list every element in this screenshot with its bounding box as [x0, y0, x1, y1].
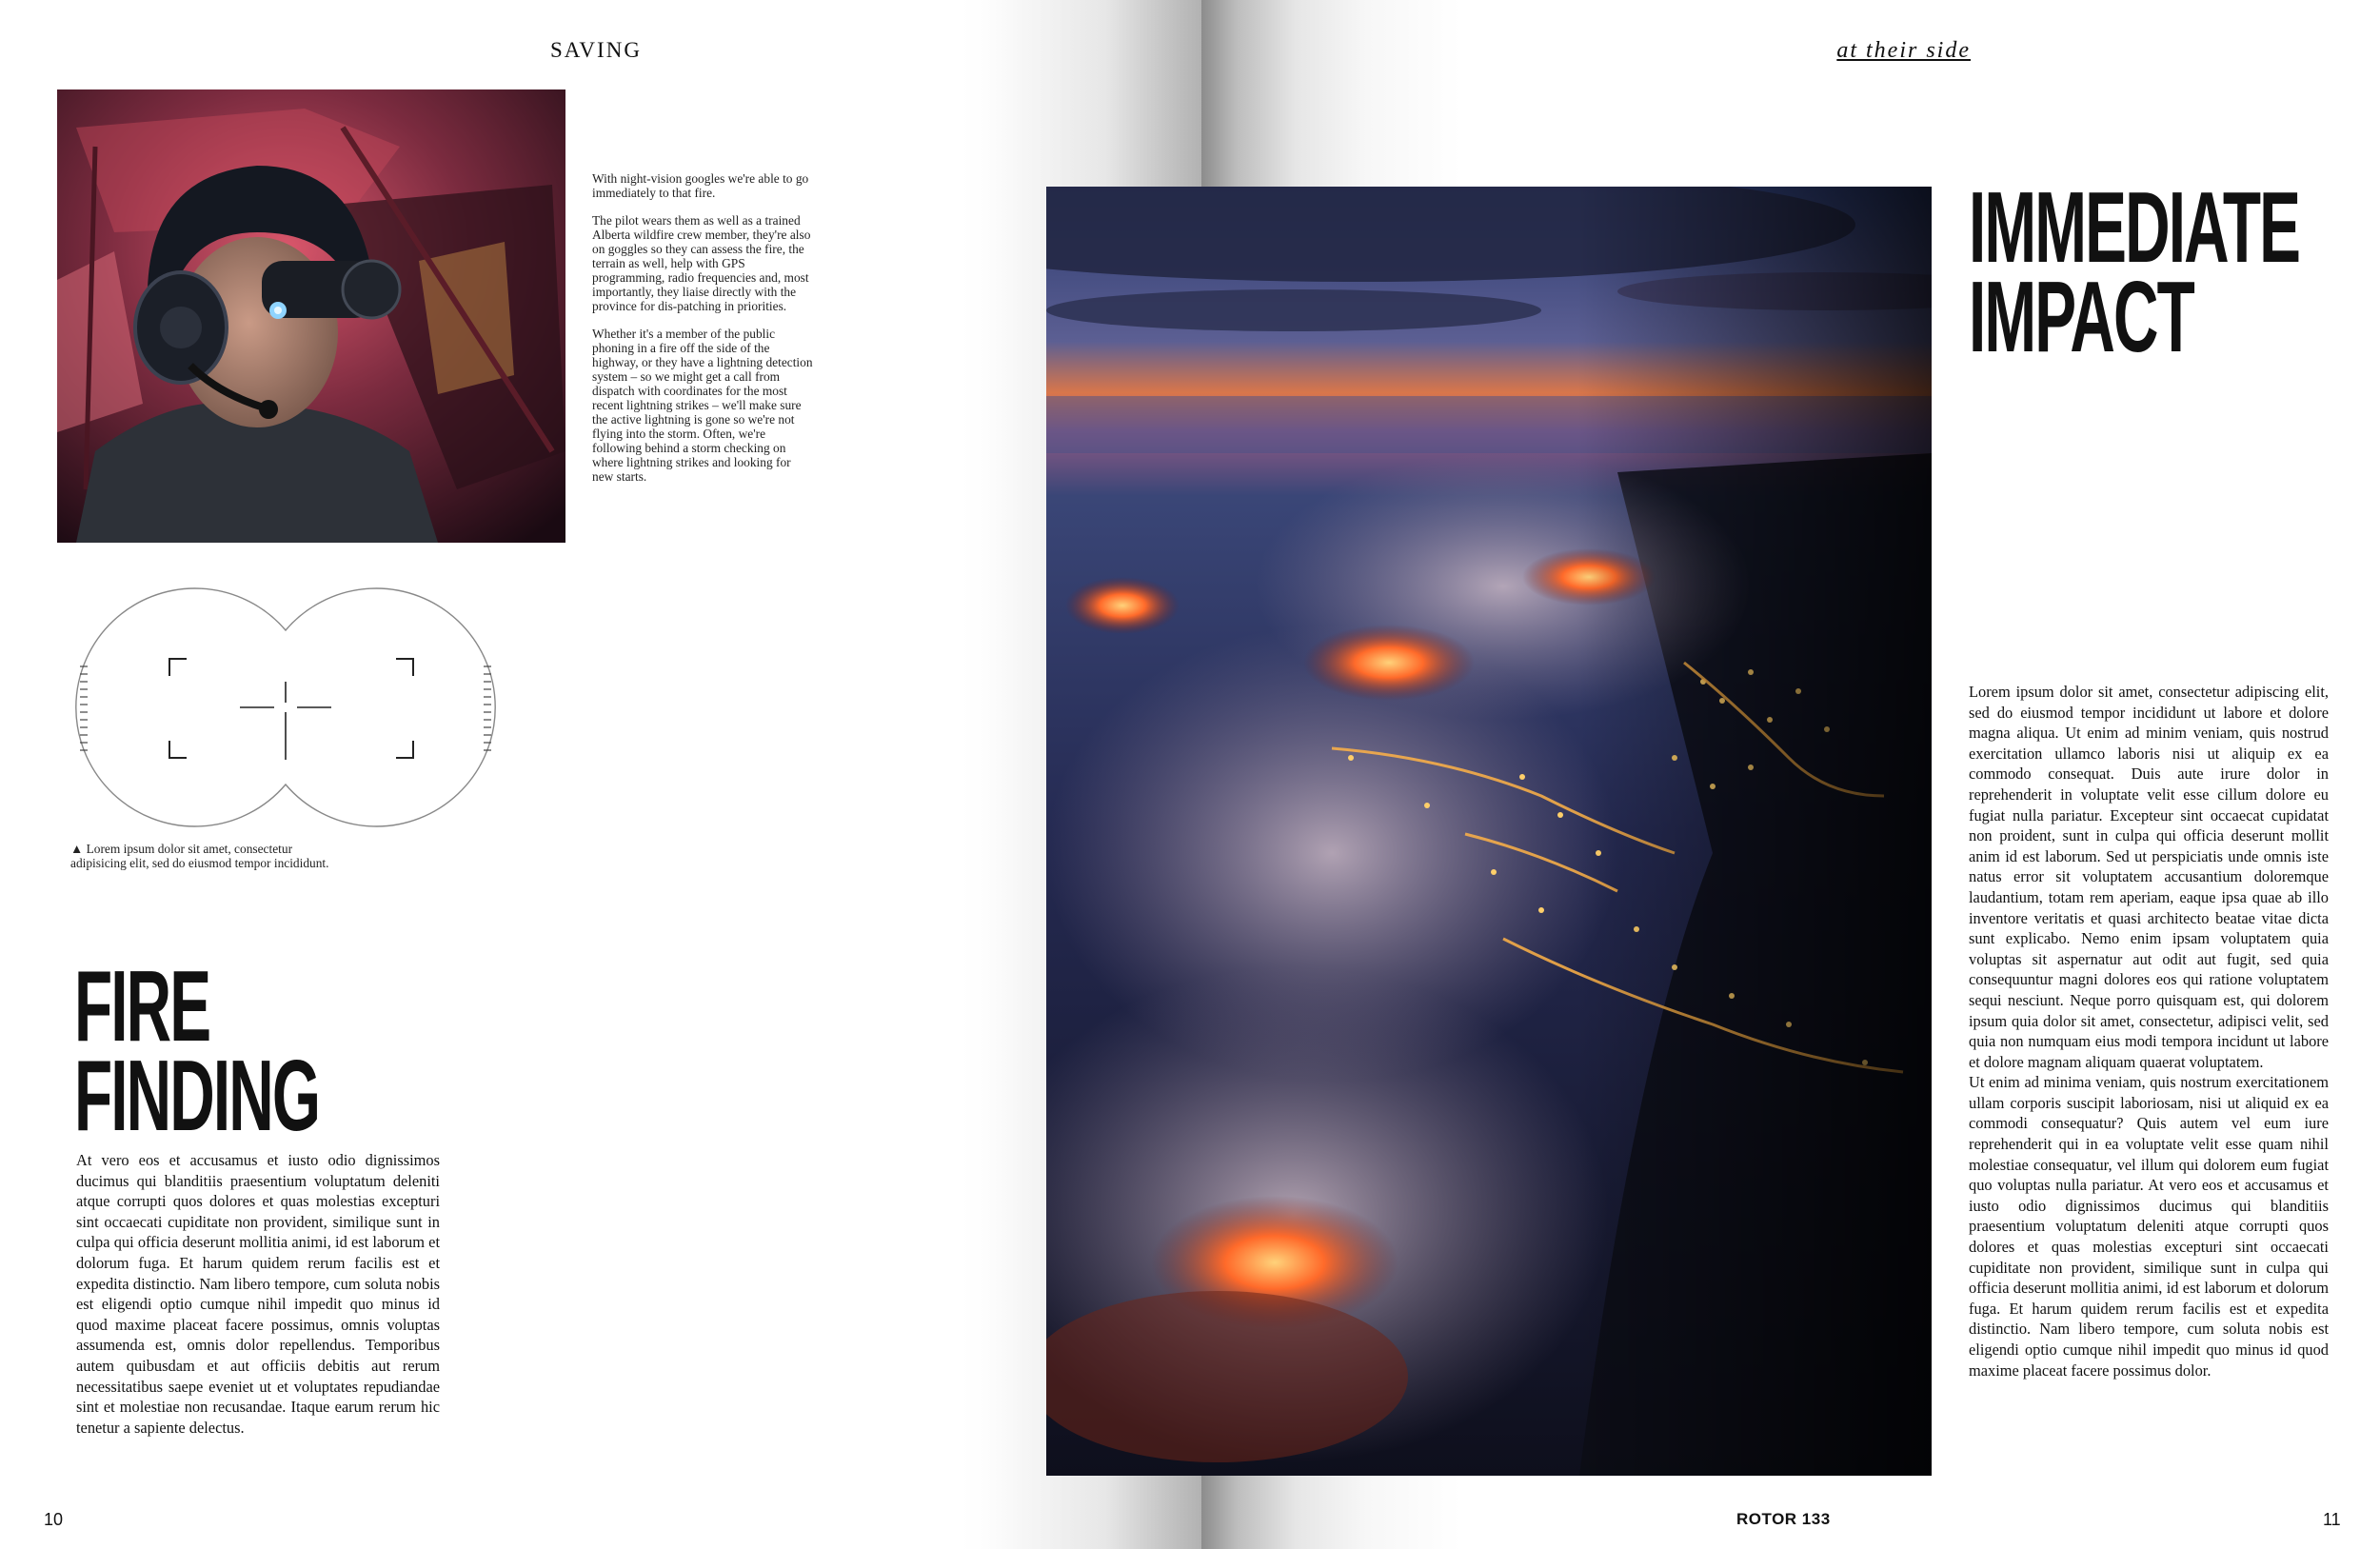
section-header-left: SAVING: [550, 38, 642, 62]
binocular-viewfinder-graphic: [57, 583, 514, 832]
intro-paragraph: The pilot wears them as well as a trained Alberta wildfire crew member, they're also on goggles so they can assess the fire, the terrain as well, help with GPS programming, radio frequencies and, most importantly, they liaise directly with the province for dis-patching in priorities.: [592, 213, 811, 313]
magazine-brand: ROTOR 133: [1736, 1510, 1831, 1528]
section-header-right: at their side: [1836, 38, 1971, 63]
body-paragraph: Lorem ipsum dolor sit amet, consectetur adipiscing elit, sed do eiusmod tempor incididunt ut labore et dolore magna aliqua. Ut enim ad minim veniam, quis nostrud exercitation ullamco laboris nisi ut aliquip ex ea commodo consequat. Duis aute irure dolor in reprehenderit in voluptate velit esse cillum dolore eu fugiat nulla pariatur. Excepteur sint occaecat cupidatat non proident, sunt in culpa qui officia deserunt mollit anim id est laborum. Sed ut perspiciatis unde omnis iste natus error sit voluptatem accusantium doloremque laudantium, totam rem aperiam, eaque ipsa quae ab illo inventore veritatis et quasi architecto beatae vitae dicta sunt explicabo. Nemo enim ipsam voluptatem quia voluptas sit aspernatur aut odit aut fugit, sed quia consequuntur magni dolores eos qui ratione voluptatem sequi nesciunt. Neque porro quisquam est, qui dolorem ipsum quia dolor sit amet, consectetur, adipisci velit, sed quia non numquam eius modi tempora incidunt ut labore et dolore magnam aliquam quaerat voluptatem.: [1969, 683, 2329, 1071]
headline-line: FIRE: [74, 950, 210, 1062]
headline-line: IMMEDIATE: [1969, 171, 2300, 284]
page-number-left: 10: [44, 1510, 64, 1529]
page-number-right: 11: [2323, 1510, 2341, 1529]
viewfinder-caption: ▲ Lorem ipsum dolor sit amet, consectetur adipisicing elit, sed do eiusmod tempor incididunt.: [70, 842, 329, 870]
intro-paragraph: Whether it's a member of the public phoning in a fire off the side of the highway, or they have a lightning detection system – so we might get a call from dispatch with coordinates for the most recent lightning strikes – we'll make sure the active lightning is gone so we're not flying into the storm. Often, we're following behind a storm checking on where lightning strikes and looking for new starts.: [592, 327, 813, 484]
headline-line: FINDING: [74, 1040, 320, 1152]
headline-line: IMPACT: [1969, 261, 2193, 373]
headline-immediate-impact: [1969, 171, 2300, 373]
right-body-text: [1969, 682, 2329, 1380]
aerial-wildfire-photo: [1046, 187, 1932, 1476]
pilot-night-vision-photo: [57, 89, 565, 543]
headline-fire-finding: [74, 950, 320, 1152]
left-body-text: At vero eos et accusamus et iusto odio dignissimos ducimus qui blanditiis praesentium voluptatum deleniti atque corrupti quos dolores et quas molestias excepturi sint occaecati cupiditate non provident, similique sunt in culpa qui officia deserunt mollitia animi, id est laborum et dolorum fuga. Et harum quidem rerum facilis est et expedita distinctio. Nam libero tempore, cum soluta nobis est eligendi optio cumque nihil impedit quo minus id quod maxime placeat facere possimus, omnis voluptas assumenda est, omnis dolor repellendus. Temporibus autem quibusdam et aut officiis debitis aut rerum necessitatibus saepe eveniet ut et voluptates repudiandae sint et molestiae non recusandae. Itaque earum rerum hic tenetur a sapiente delectus.: [76, 1151, 440, 1437]
body-paragraph: Ut enim ad minima veniam, quis nostrum exercitationem ullam corporis suscipit laboriosam, nisi ut aliquid ex ea commodi consequatur? Quis autem vel eum iure reprehenderit qui in ea voluptate velit esse quam nihil molestiae consequatur, vel illum qui dolorem eum fugiat quo voluptas nulla pariatur. At vero eos et accusamus et iusto odio dignissimos ducimus qui blanditiis praesentium voluptatum deleniti atque corrupti quos dolores et quas molestias excepturi sint occaecati cupiditate non provident, similique sunt in culpa qui officia deserunt mollitia animi, id est laborum et dolorum fuga. Et harum quidem rerum facilis est et expedita distinctio. Nam libero tempore, cum soluta nobis est eligendi optio cumque nihil impedit quo minus id quod maxime placeat facere possimus dolor.: [1969, 1073, 2329, 1380]
intro-text-column: [592, 171, 813, 497]
intro-paragraph: With night-vision googles we're able to go immediately to that fire.: [592, 171, 809, 200]
